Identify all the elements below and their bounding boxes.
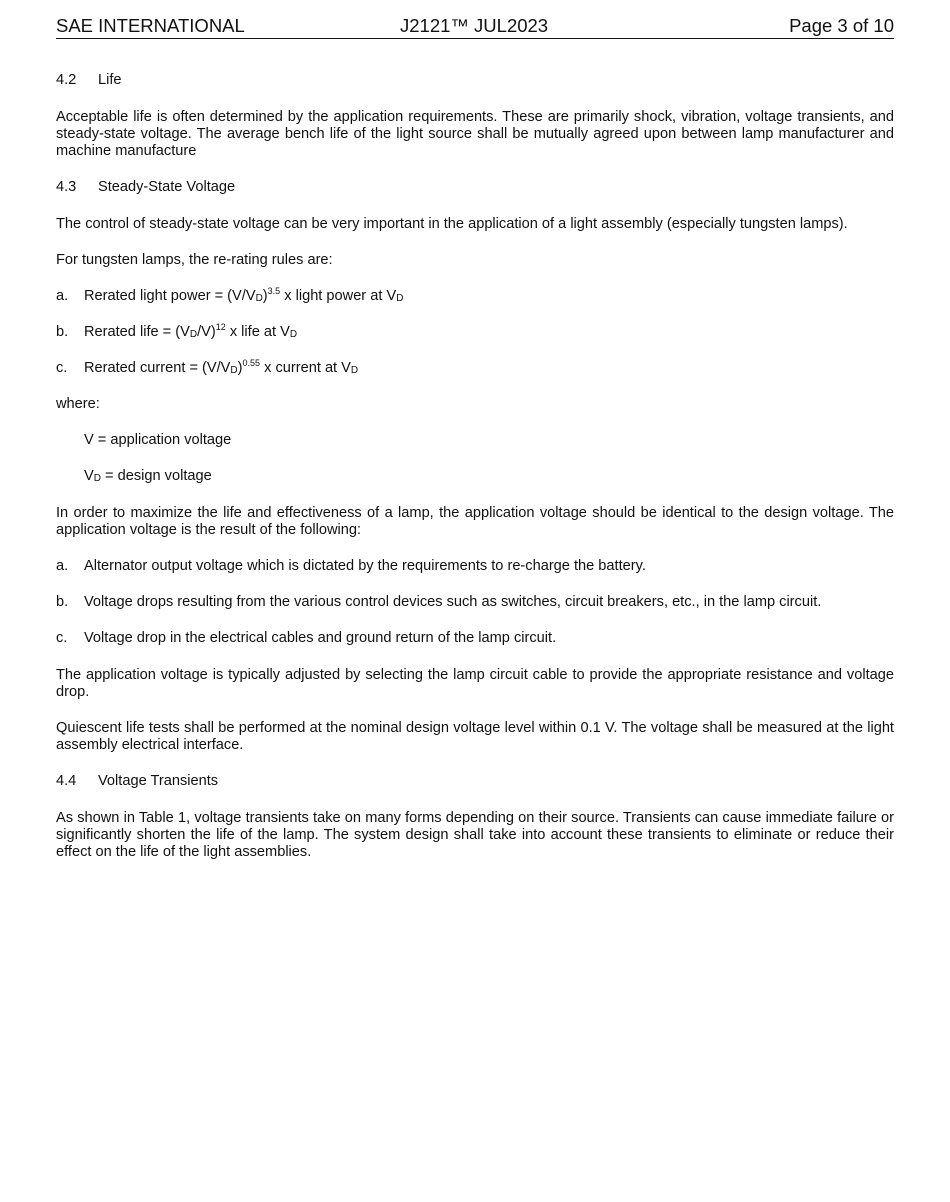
rule-formula: Rerated current = $(V/V_D)^{0.55}$ x current at $V_D$ [84, 358, 359, 376]
list-item-a [56, 558, 894, 575]
rule-item-b [56, 324, 894, 341]
section-heading-4-2 [56, 72, 894, 89]
rule-item-a [56, 288, 894, 305]
rule-formula: Rerated life = $(V_D/V)^{12}$ x life at $V_D$ [84, 322, 298, 340]
rule-marker: a. [56, 288, 69, 304]
section-title: Life [98, 72, 122, 88]
definition-v: V = application voltage [84, 432, 232, 448]
maximize-life-paragraph: In order to maximize the life and effectiveness of a lamp, the application voltage should be identical to the design voltage. The application voltage is the result of the following: [56, 505, 894, 538]
header-document-id: J2121™ JUL2023 [400, 15, 549, 36]
quiescent-tests-paragraph: Quiescent life tests shall be performed at the nominal design voltage level within 0.1 V. The voltage shall be measured at the light assembly electrical interface. [56, 720, 894, 753]
section-number: 4.3 [56, 179, 77, 195]
section-title: Steady-State Voltage [98, 179, 236, 195]
section-number: 4.4 [56, 773, 77, 789]
section-number: 4.2 [56, 72, 77, 88]
header-page-number: Page 3 of 10 [789, 15, 894, 36]
section-title: Voltage Transients [98, 773, 219, 789]
list-marker: a. [56, 558, 69, 574]
rule-formula: Rerated light power = $(V/V_D)^{3.5}$ x light power at $V_D$ [84, 286, 404, 304]
list-text: Voltage drop in the electrical cables and ground return of the lamp circuit. [84, 630, 557, 646]
page-body [56, 72, 894, 861]
list-marker: c. [56, 630, 68, 646]
section-heading-4-3 [56, 179, 894, 196]
section-heading-4-4 [56, 773, 894, 790]
list-text: Voltage drops resulting from the various control devices such as switches, circuit breakers, etc., in the lamp circuit. [84, 594, 822, 610]
life-paragraph: Acceptable life is often determined by the application requirements. These are primarily shock, vibration, voltage transients, and steady-state voltage. The average bench life of the light source shall be mutually agreed upon between lamp manufacturer and machine manufacture [56, 109, 894, 159]
list-text: Alternator output voltage which is dictated by the requirements to re-charge the battery. [84, 558, 646, 574]
cable-adjustment-paragraph: The application voltage is typically adjusted by selecting the lamp circuit cable to provide the appropriate resistance and voltage drop. [56, 667, 894, 700]
where-label: where: [56, 396, 100, 412]
page-header [56, 0, 894, 39]
definition-vd: $V_D$ = design voltage [84, 468, 212, 484]
rule-marker: c. [56, 360, 68, 376]
voltage-transients-paragraph: As shown in Table 1, voltage transients take on many forms depending on their source. Transients can cause immediate failure or significantly shorten the life of the lamp. The system design shall take into account these transients to eliminate or reduce their effect on the life of the light assemblies. [56, 810, 894, 860]
list-item-b [56, 594, 894, 611]
document-page [56, 0, 894, 861]
rerating-rules-intro: For tungsten lamps, the re-rating rules are: [56, 252, 333, 268]
rule-item-c [56, 360, 894, 377]
list-item-c [56, 630, 894, 647]
steady-state-intro-paragraph: The control of steady-state voltage can be very important in the application of a light assembly (especially tungsten lamps). [56, 216, 848, 232]
rule-marker: b. [56, 324, 69, 340]
header-organization: SAE INTERNATIONAL [56, 15, 245, 36]
list-marker: b. [56, 594, 69, 610]
